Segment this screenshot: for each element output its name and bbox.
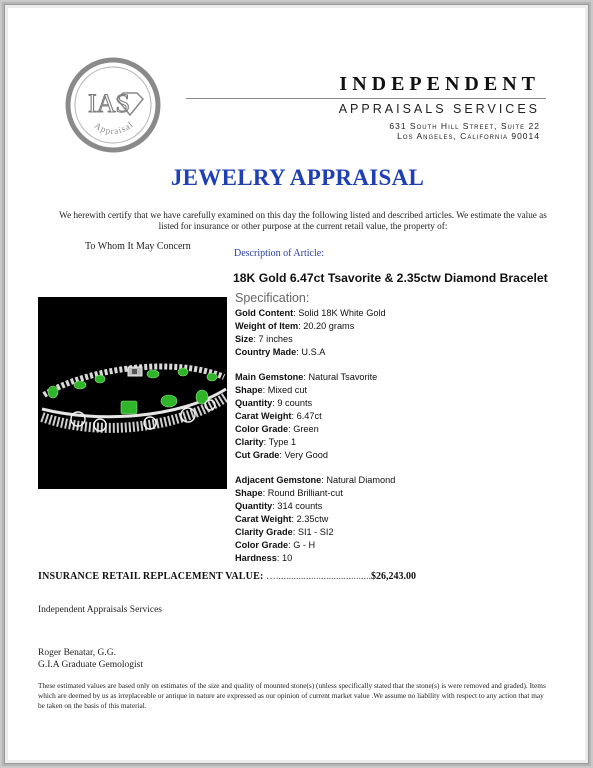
spec-value: SI1 - SI2 (297, 527, 334, 537)
spec-label: Clarity (235, 437, 264, 447)
spec-label: Color Grade (235, 424, 289, 434)
svg-text:IAS: IAS (88, 89, 130, 118)
insurance-value: $26,243.00 (370, 571, 416, 582)
spec-label: Main Gemstone (235, 372, 304, 382)
spec-value: Mixed cut (267, 385, 308, 395)
spec-row: Quantity: 314 counts (235, 501, 323, 511)
spec-label: Clarity Grade (235, 527, 293, 537)
spec-row: Shape: Round Brilliant-cut (235, 488, 343, 498)
signer-name: Roger Benatar, G.G. (38, 648, 116, 658)
spec-value: Solid 18K White Gold (298, 308, 386, 318)
spec-label: Shape (235, 385, 263, 395)
spec-value: Natural Tsavorite (308, 372, 378, 382)
spec-label: Quantity (235, 501, 273, 511)
spec-value: Type 1 (268, 437, 297, 447)
spec-label: Shape (235, 488, 263, 498)
spec-row: Carat Weight: 6.47ct (235, 411, 322, 421)
spec-label: Size (235, 334, 254, 344)
description-label: Description of Article: (234, 248, 324, 259)
spec-row: Cut Grade: Very Good (235, 450, 328, 460)
spec-label: Carat Weight (235, 514, 292, 524)
specification-label: Specification: (235, 291, 310, 305)
main-gemstone-group (235, 371, 565, 462)
signer-credential: G.I.A Graduate Gemologist (38, 660, 144, 670)
spec-row: Size: 7 inches (235, 334, 293, 344)
document-title: JEWELRY APPRAISAL (170, 165, 425, 190)
spec-row: Color Grade: Green (235, 424, 319, 434)
spec-value: 314 counts (277, 501, 323, 511)
ias-logo-seal (65, 57, 161, 153)
spec-row: Adjacent Gemstone: Natural Diamond (235, 475, 396, 485)
spec-value: Natural Diamond (326, 475, 396, 485)
disclaimer-text: These estimated values are based only on estimates of the size and quality of mounted stone(s) (unless specifically stated that the stone(s) is were removed and graded). Items which are deemed by us as irreplaceable or antique in nature are expressed as our opinion of current market value .We assume no liability with respect to any action that may be taken on the basis of this material. (38, 681, 546, 710)
adjacent-gemstone-group (235, 474, 565, 565)
spec-label: Carat Weight (235, 411, 292, 421)
spec-value: 2.35ctw (296, 514, 329, 524)
spec-value: Round Brilliant-cut (267, 488, 343, 498)
ias-logo (65, 57, 161, 153)
spec-value: G - H (293, 540, 316, 550)
spec-label: Weight of Item (235, 321, 299, 331)
spec-row: Weight of Item: 20.20 grams (235, 321, 355, 331)
spec-row: Clarity: Type 1 (235, 437, 297, 447)
spec-value: U.S.A (301, 347, 326, 357)
recipient: To Whom It May Concern (85, 241, 191, 252)
spec-row: Quantity: 9 counts (235, 398, 313, 408)
spec-value: 6.47ct (296, 411, 322, 421)
spec-value: Green (293, 424, 319, 434)
bracelet-photo (38, 297, 227, 489)
spec-value: 9 counts (277, 398, 313, 408)
spec-row: Carat Weight: 2.35ctw (235, 514, 329, 524)
insurance-value-line (38, 571, 416, 582)
specifications (235, 307, 565, 577)
address-line-1: 631 South Hill Street, Suite 22 (389, 121, 540, 131)
spec-label: Adjacent Gemstone (235, 475, 322, 485)
spec-row: Country Made: U.S.A (235, 347, 326, 357)
intro-text: We herewith certify that we have carefully examined on this day the following listed and described articles. We estimate the value as listed for insurance or other purpose at the current retail value, the property of: (59, 210, 547, 231)
company-name: INDEPENDENT (339, 73, 540, 95)
spec-row: Main Gemstone: Natural Tsavorite (235, 372, 378, 382)
spec-label: Quantity (235, 398, 273, 408)
insurance-dots: …...................................... (265, 571, 371, 582)
article-title: 18K Gold 6.47ct Tsavorite & 2.35ctw Diamond Bracelet (233, 271, 548, 285)
spec-label: Color Grade (235, 540, 289, 550)
spec-label: Hardness (235, 553, 277, 563)
spec-row: Shape: Mixed cut (235, 385, 308, 395)
spec-label: Country Made (235, 347, 297, 357)
certificate-page (4, 4, 589, 764)
spec-row: Color Grade: G - H (235, 540, 316, 550)
spec-value: Very Good (284, 450, 328, 460)
company-subtitle: APPRAISALS SERVICES (338, 102, 540, 116)
firm-name: Independent Appraisals Services (38, 605, 162, 615)
spec-value: 10 (281, 553, 293, 563)
spec-value: 7 inches (258, 334, 293, 344)
spec-label: Gold Content (235, 308, 294, 318)
bracelet-image (38, 297, 227, 489)
header-rule (186, 98, 546, 99)
svg-text:Appraisal: Appraisal (92, 119, 136, 137)
spec-value: 20.20 grams (303, 321, 355, 331)
spec-label: Cut Grade (235, 450, 280, 460)
spec-row: Gold Content: Solid 18K White Gold (235, 308, 386, 318)
metal-group (235, 307, 565, 359)
address-line-2: Los Angeles, California 90014 (397, 131, 540, 141)
spec-row: Hardness: 10 (235, 553, 293, 563)
spec-row: Clarity Grade: SI1 - SI2 (235, 527, 334, 537)
insurance-label: INSURANCE RETAIL REPLACEMENT VALUE: (38, 571, 264, 582)
